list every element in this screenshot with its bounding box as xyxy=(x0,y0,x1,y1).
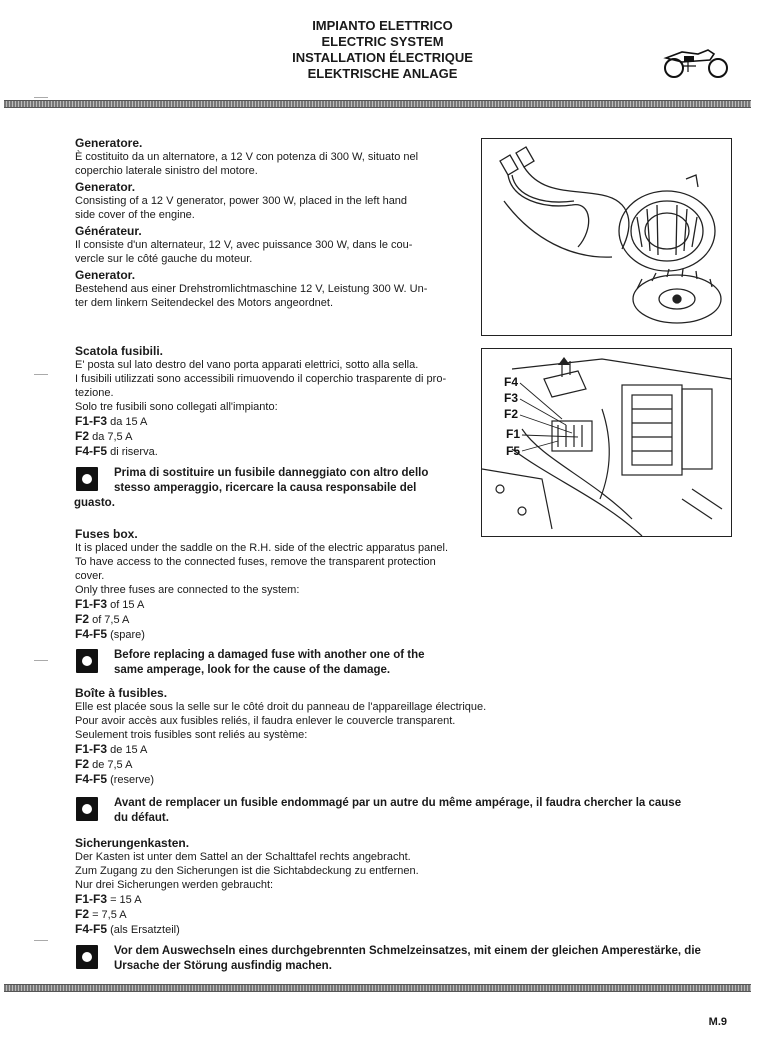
generator-title-fr: Générateur. xyxy=(75,224,142,238)
text-line: Zum Zugang zu den Sicherungen ist die Sichtabdeckung zu entfernen. xyxy=(75,865,419,877)
text-line: cover. xyxy=(75,570,105,582)
fuse-value: (spare) xyxy=(107,629,145,641)
generator-title-en: Generator. xyxy=(75,180,136,194)
warning-text: Before replacing a damaged fuse with another one of the xyxy=(114,649,425,661)
warning-text: same amperage, look for the cause of the damage. xyxy=(114,664,391,676)
generator-title-it: Generatore. xyxy=(75,136,143,150)
header-title-de: ELEKTRISCHE ANLAGE xyxy=(307,66,458,81)
fuse-value: (als Ersatzteil) xyxy=(107,924,180,936)
label-f1: F1 xyxy=(506,427,521,441)
fuse-spec xyxy=(75,597,475,612)
text-line: Nur drei Sicherungen werden gebraucht: xyxy=(75,879,274,891)
fuse-spec xyxy=(75,757,715,772)
text-line: Only three fuses are connected to the system: xyxy=(75,584,300,596)
warning-icon xyxy=(76,467,98,491)
warning-it xyxy=(76,466,466,511)
header-title-it: IMPIANTO ELETTRICO xyxy=(312,18,453,33)
warning-text: Vor dem Auswechseln eines durchgebrennten Schmelzeinsatzes, mit einem der gleichen Amperestärke, die xyxy=(114,945,701,957)
warning-icon xyxy=(76,945,98,969)
generator-illustration xyxy=(481,138,732,336)
fuses-section-it xyxy=(75,344,470,459)
fuse-label: F4-F5 xyxy=(75,772,108,786)
header-title-en: ELECTRIC SYSTEM xyxy=(321,34,444,49)
text-line: vercle sur le côté gauche du moteur. xyxy=(75,253,253,265)
fuse-value: = 15 A xyxy=(107,894,142,906)
fuse-label: F1-F3 xyxy=(75,742,108,756)
fuse-value: of 7,5 A xyxy=(89,614,130,626)
top-divider xyxy=(4,100,751,108)
warning-text: Ursache der Störung ausfindig machen. xyxy=(114,960,332,972)
text-line: E' posta sul lato destro del vano porta apparati elettrici, sotto alla sella. xyxy=(75,359,419,371)
text-line: Der Kasten ist unter dem Sattel an der Schalttafel rechts angebracht. xyxy=(75,851,411,863)
fuses-section-fr xyxy=(75,686,715,787)
warning-en xyxy=(76,648,476,678)
fuse-label: F4-F5 xyxy=(75,444,108,458)
page-header xyxy=(0,18,765,82)
fuse-spec xyxy=(75,414,470,429)
fuse-spec xyxy=(75,444,470,459)
label-f5: F5 xyxy=(506,444,521,458)
text-line: Consisting of a 12 V generator, power 300 W, placed in the left hand xyxy=(75,195,408,207)
fuse-value: de 7,5 A xyxy=(89,759,133,771)
text-line: È costituito da un alternatore, a 12 V con potenza di 300 W, situato nel xyxy=(75,151,419,163)
fuse-spec xyxy=(75,429,470,444)
label-f2: F2 xyxy=(504,407,519,421)
text-line: Seulement trois fusibles sont reliés au système: xyxy=(75,729,308,741)
fuses-title-en: Fuses box. xyxy=(75,527,138,541)
text-line: I fusibili utilizzati sono accessibili rimuovendo il coperchio trasparente di pro- xyxy=(75,373,447,385)
fuse-spec xyxy=(75,627,475,642)
fuse-value: (reserve) xyxy=(107,774,155,786)
header-title-fr: INSTALLATION ÉLECTRIQUE xyxy=(292,50,473,65)
warning-text: Prima di sostituire un fusibile danneggiato con altro dello xyxy=(114,467,429,479)
text-line: Elle est placée sous la selle sur le côté droit du panneau de l'appareillage électrique. xyxy=(75,701,487,713)
fuse-spec xyxy=(75,742,715,757)
fuse-value: = 7,5 A xyxy=(89,909,127,921)
fuse-spec xyxy=(75,612,475,627)
fuse-label: F4-F5 xyxy=(75,922,108,936)
fuse-label: F4-F5 xyxy=(75,627,108,641)
fuse-spec xyxy=(75,892,715,907)
text-line: To have access to the connected fuses, remove the transparent protection xyxy=(75,556,436,568)
generator-title-de: Generator. xyxy=(75,268,136,282)
fuses-section-en xyxy=(75,527,475,642)
fuses-title-de: Sicherungenkasten. xyxy=(75,836,190,850)
warning-text: Avant de remplacer un fusible endommagé par un autre du même ampérage, il faudra chercher la cause xyxy=(114,797,682,809)
page-number: M.9 xyxy=(708,1016,727,1028)
warning-de xyxy=(76,944,741,974)
warning-icon xyxy=(76,797,98,821)
fuse-value: de 15 A xyxy=(107,744,148,756)
text-line: Solo tre fusibili sono collegati all'impianto: xyxy=(75,401,278,413)
fuse-value: da 15 A xyxy=(107,416,148,428)
text-line: coperchio laterale sinistro del motore. xyxy=(75,165,258,177)
text-line: side cover of the engine. xyxy=(75,209,195,221)
warning-icon xyxy=(76,649,98,673)
bottom-divider xyxy=(4,984,751,992)
fuse-label: F1-F3 xyxy=(75,892,108,906)
text-line: Bestehend aus einer Drehstromlichtmaschine 12 V, Leistung 300 W. Un- xyxy=(75,283,428,295)
fuse-label: F2 xyxy=(75,907,90,921)
fuse-spec xyxy=(75,772,715,787)
warning-text: stesso amperaggio, ricercare la causa responsabile del xyxy=(114,482,417,494)
margin-mark xyxy=(34,660,48,661)
fuse-label: F2 xyxy=(75,612,90,626)
margin-mark xyxy=(34,97,48,98)
fuses-section-de xyxy=(75,836,715,937)
generator-section xyxy=(75,136,465,310)
fuses-title-it: Scatola fusibili. xyxy=(75,344,164,358)
fuse-value: di riserva. xyxy=(107,446,158,458)
text-line: It is placed under the saddle on the R.H. side of the electric apparatus panel. xyxy=(75,542,449,554)
label-f3: F3 xyxy=(504,391,519,405)
warning-text: guasto. xyxy=(74,497,115,509)
fuses-title-fr: Boîte à fusibles. xyxy=(75,686,168,700)
fuse-box-illustration xyxy=(481,348,732,537)
text-line: ter dem linkern Seitendeckel des Motors angeordnet. xyxy=(75,297,334,309)
fuse-label: F1-F3 xyxy=(75,414,108,428)
margin-mark xyxy=(34,940,48,941)
text-line: tezione. xyxy=(75,387,114,399)
fuse-label: F2 xyxy=(75,429,90,443)
fuse-spec xyxy=(75,907,715,922)
margin-mark xyxy=(34,374,48,375)
motorcycle-electric-icon xyxy=(662,44,730,80)
text-line: Il consiste d'un alternateur, 12 V, avec puissance 300 W, dans le cou- xyxy=(75,239,413,251)
warning-text: du défaut. xyxy=(114,812,169,824)
fuse-value: of 15 A xyxy=(107,599,145,611)
fuse-value: da 7,5 A xyxy=(89,431,133,443)
fuse-spec xyxy=(75,922,715,937)
fuse-label: F1-F3 xyxy=(75,597,108,611)
fuse-label: F2 xyxy=(75,757,90,771)
warning-fr xyxy=(76,796,736,826)
text-line: Pour avoir accès aux fusibles reliés, il faudra enlever le couvercle transparent. xyxy=(75,715,456,727)
label-f4: F4 xyxy=(504,375,519,389)
